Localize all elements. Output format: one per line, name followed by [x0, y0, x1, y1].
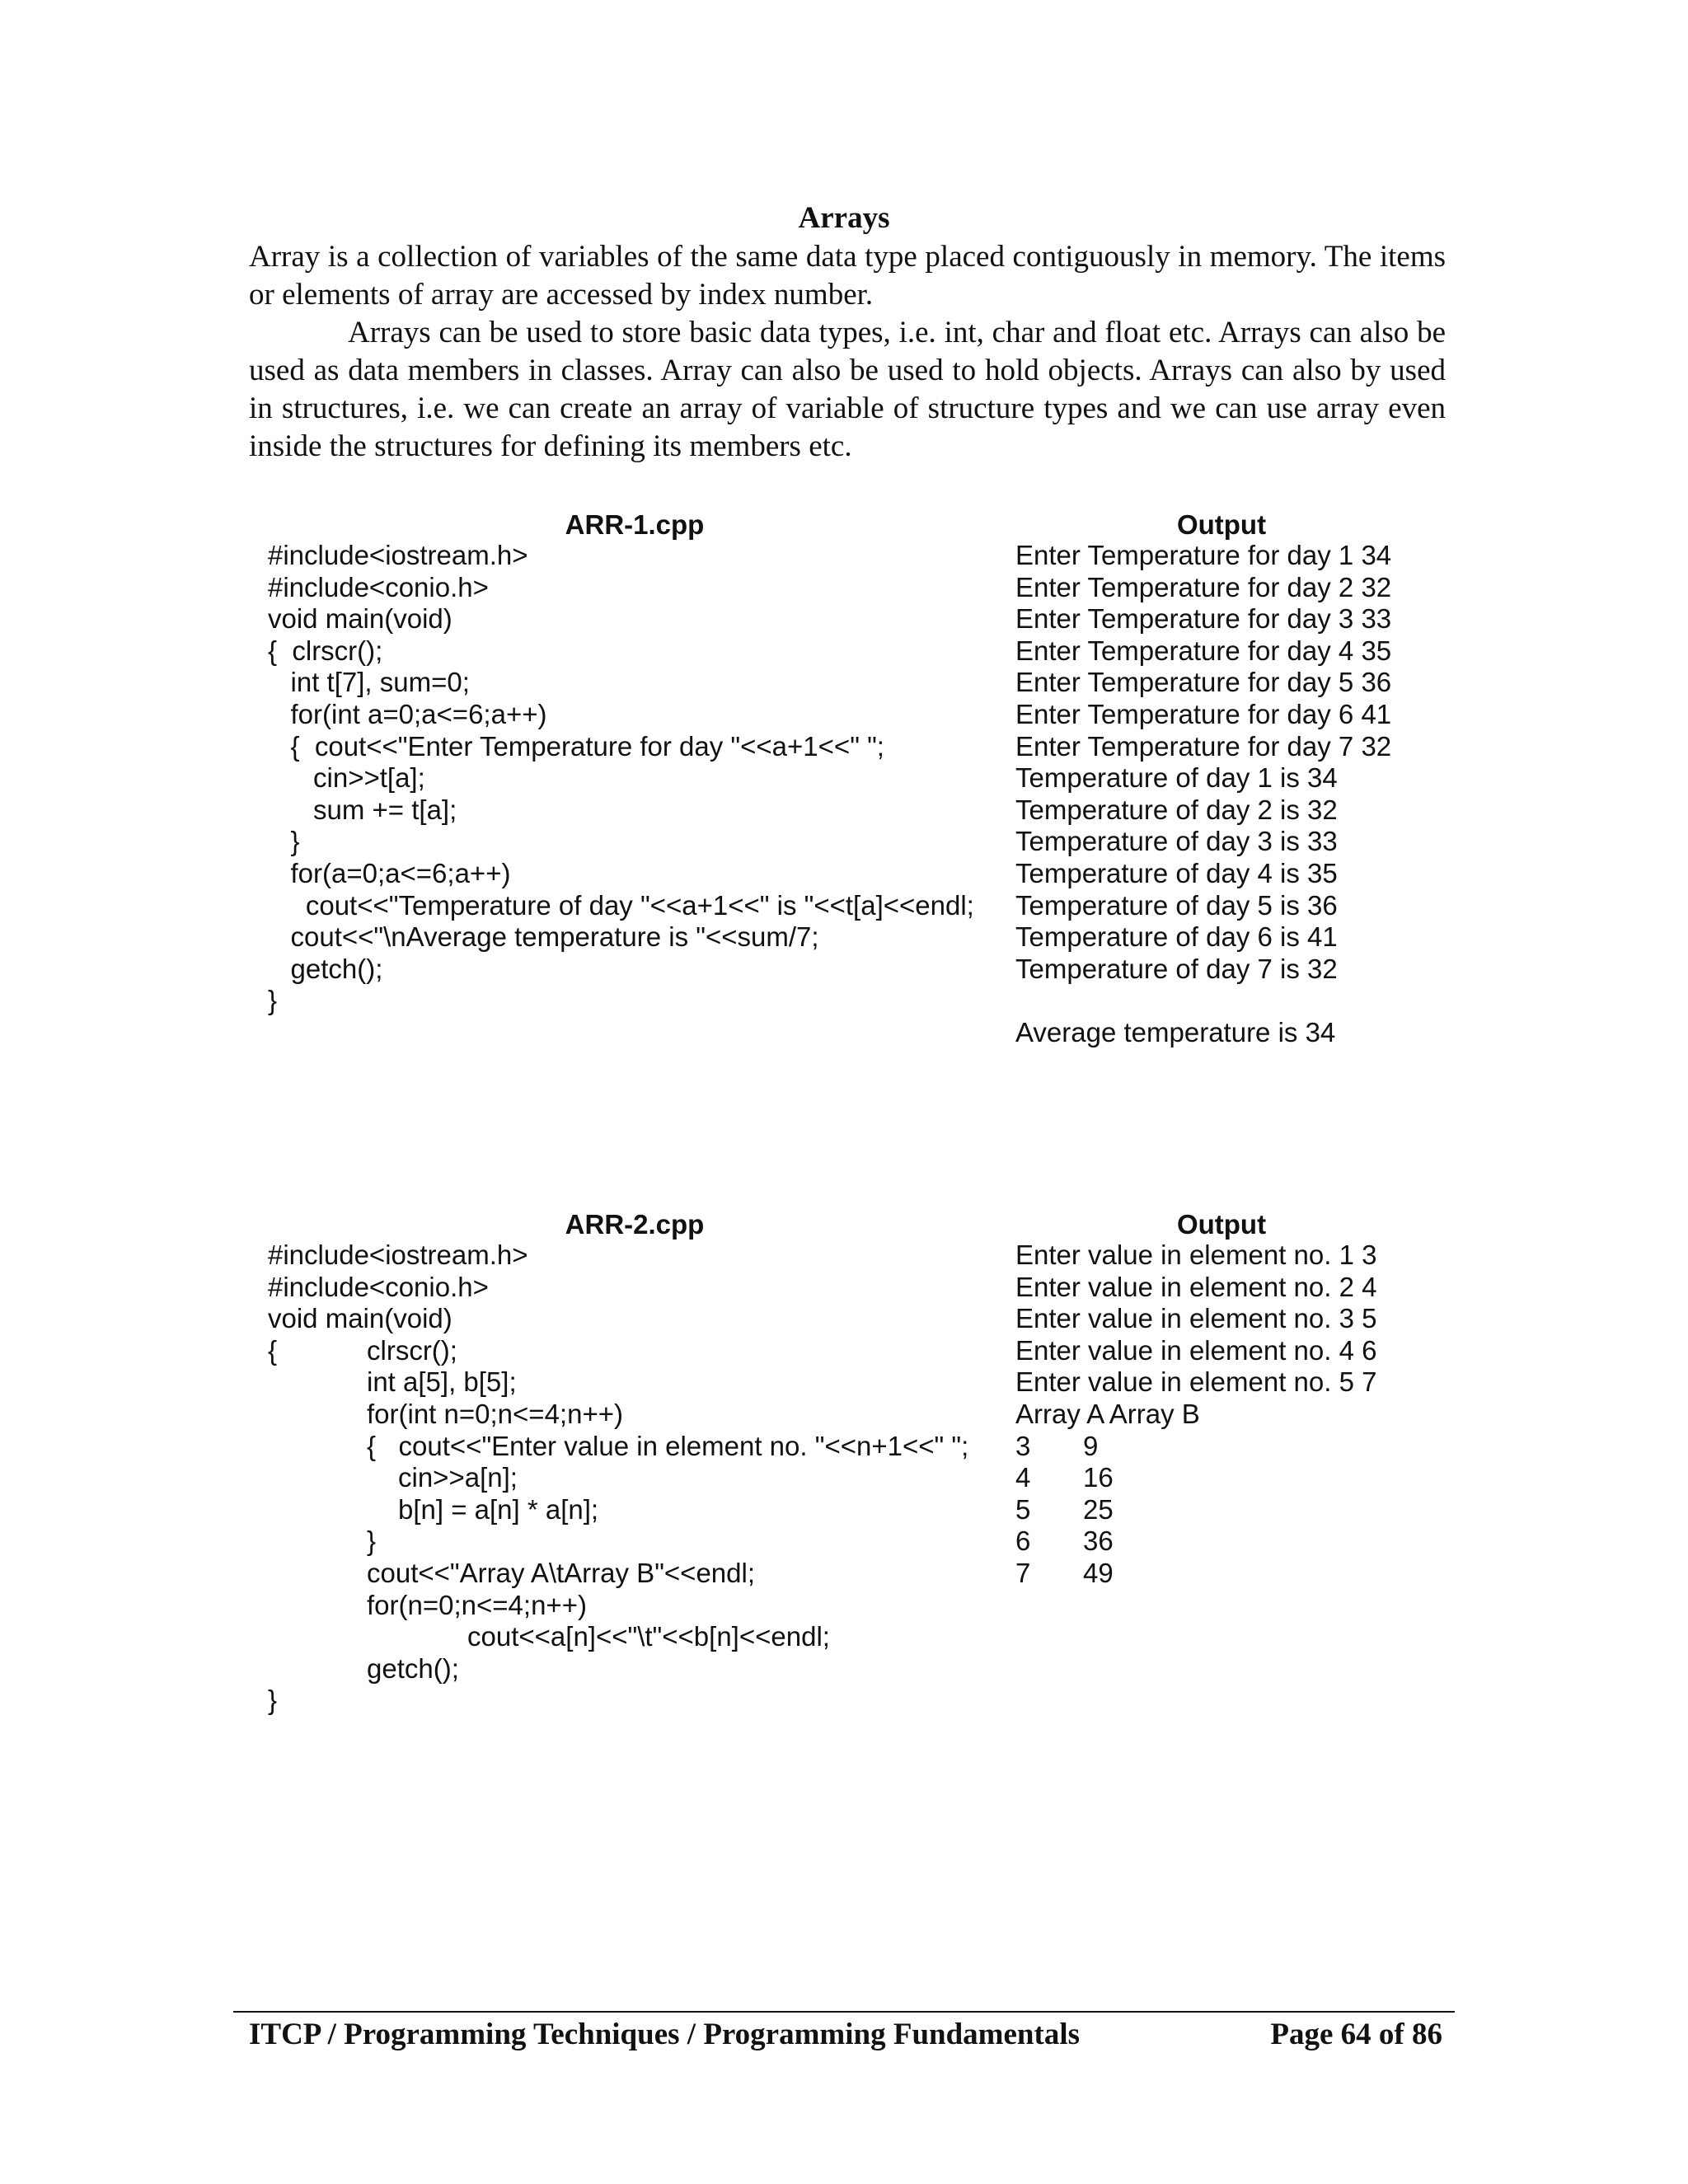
array-b-value: 49	[1083, 1557, 1114, 1588]
output-line: Temperature of day 3 is 33	[1015, 826, 1338, 857]
array-a-value: 3	[1015, 1430, 1031, 1461]
code-listing-arr1	[268, 540, 974, 1017]
output-line: Temperature of day 7 is 32	[1015, 953, 1338, 984]
output-line: Temperature of day 4 is 35	[1015, 857, 1338, 888]
code-line: b[n] = a[n] * a[n];	[398, 1493, 599, 1525]
code-line: #include<conio.h>	[268, 571, 489, 602]
code-line	[268, 1335, 968, 1367]
array-values-row	[1015, 1494, 1376, 1526]
code-line: void main(void)	[268, 603, 452, 635]
output-line: Enter Temperature for day 2 32	[1015, 571, 1392, 602]
output-line: Enter value in element no. 1 3	[1015, 1240, 1377, 1270]
code-line: getch();	[367, 1652, 459, 1684]
output-listing-arr2	[1015, 1240, 1376, 1590]
code-line: cout<<a[n]<<"\t"<<b[n]<<endl;	[467, 1621, 830, 1652]
array-b-value: 9	[1083, 1430, 1099, 1461]
code-line: { cout<<"Enter Temperature for day "<<a+1<<" ";	[268, 730, 884, 762]
blank-line	[1015, 985, 1391, 1017]
code-line: for(int n=0;n<=4;n++)	[367, 1398, 623, 1429]
output-line: Temperature of day 2 is 32	[1015, 794, 1338, 825]
code-line: for(int a=0;a<=6;a++)	[268, 698, 547, 729]
intro-paragraph: Array is a collection of variables of the same data type placed contiguously in memory. The items or elements of array are accessed by index number.	[249, 240, 1446, 312]
output-line: Enter Temperature for day 3 33	[1015, 603, 1392, 635]
code-line: cout<<"Array A\tArray B"<<endl;	[367, 1557, 756, 1588]
code-line: }	[367, 1526, 377, 1557]
output-line: Enter Temperature for day 1 34	[1015, 540, 1392, 570]
output-line: Enter Temperature for day 5 36	[1015, 667, 1392, 698]
output-line: Enter value in element no. 5 7	[1015, 1366, 1377, 1398]
output-header-line: Array A Array B	[1015, 1398, 1200, 1429]
code-line: cout<<"\nAverage temperature is "<<sum/7;	[268, 921, 819, 953]
code-line: }	[268, 985, 278, 1016]
array-a-value: 4	[1015, 1462, 1031, 1493]
code-line: #include<iostream.h>	[268, 540, 528, 570]
code-line: }	[268, 826, 300, 857]
code-line: #include<iostream.h>	[268, 1240, 528, 1270]
output-title-arr2: Output	[1176, 1209, 1267, 1240]
output-listing-arr1	[1015, 540, 1391, 1049]
array-values-row	[1015, 1462, 1376, 1494]
footer-page-number: Page 64 of 86	[1270, 2018, 1442, 2051]
code-line: { clrscr();	[268, 635, 383, 666]
code-line: for(n=0;n<=4;n++)	[367, 1589, 587, 1620]
footer-course-title: ITCP / Programming Techniques / Programming Fundamentals	[249, 2018, 1080, 2051]
array-values-row	[1015, 1558, 1376, 1590]
output-line: Temperature of day 5 is 36	[1015, 889, 1338, 921]
code-line: getch();	[268, 953, 383, 984]
array-values-row	[1015, 1526, 1376, 1558]
code-line: cin>>t[a];	[268, 762, 425, 794]
array-a-value: 6	[1015, 1526, 1031, 1557]
usage-paragraph: Arrays can be used to store basic data types, i.e. int, char and float etc. Arrays can also be used as data members in classes. Array can also be used to hold objects. Arrays can also by used in structures, i.e. we can create an array of variable of structure types and we can use array even inside the structures for defining its members etc.	[249, 316, 1446, 463]
array-a-value: 7	[1015, 1557, 1031, 1588]
output-line: Enter value in element no. 2 4	[1015, 1271, 1377, 1302]
footer-divider	[233, 2011, 1455, 2013]
output-line: Enter Temperature for day 6 41	[1015, 698, 1392, 729]
output-title-arr1: Output	[1176, 509, 1267, 540]
code-line: int a[5], b[5];	[367, 1366, 517, 1398]
code-line: void main(void)	[268, 1303, 452, 1334]
code-line: int t[7], sum=0;	[268, 667, 470, 698]
code-line: cin>>a[n];	[398, 1462, 518, 1493]
output-average-line: Average temperature is 34	[1015, 1016, 1336, 1047]
output-line: Temperature of day 6 is 41	[1015, 921, 1338, 953]
code-line: { cout<<"Enter value in element no. "<<n+1<<" ";	[367, 1430, 969, 1461]
array-b-value: 25	[1083, 1493, 1114, 1525]
output-line: Enter value in element no. 3 5	[1015, 1303, 1377, 1334]
code-line: for(a=0;a<=6;a++)	[268, 857, 511, 888]
array-b-value: 16	[1083, 1462, 1114, 1493]
code-line: sum += t[a];	[268, 794, 457, 825]
array-values-row	[1015, 1431, 1376, 1463]
code-line: }	[268, 1685, 278, 1716]
page-title: Arrays	[798, 201, 890, 235]
open-brace: {	[268, 1334, 278, 1366]
code-line: cout<<"Temperature of day "<<a+1<<" is "<<t[a]<<endl;	[268, 889, 974, 921]
array-values-table	[1015, 1431, 1376, 1590]
code-title-arr2: ARR-2.cpp	[565, 1209, 705, 1240]
output-line: Enter value in element no. 4 6	[1015, 1334, 1377, 1366]
output-line: Temperature of day 1 is 34	[1015, 762, 1338, 794]
output-line: Enter Temperature for day 7 32	[1015, 730, 1392, 762]
code-title-arr1: ARR-1.cpp	[565, 509, 705, 540]
array-a-value: 5	[1015, 1493, 1031, 1525]
array-b-value: 36	[1083, 1526, 1114, 1557]
code-listing-arr2	[268, 1240, 968, 1717]
output-line: Enter Temperature for day 4 35	[1015, 635, 1392, 666]
code-text: clrscr();	[367, 1334, 457, 1366]
code-line: #include<conio.h>	[268, 1271, 489, 1302]
